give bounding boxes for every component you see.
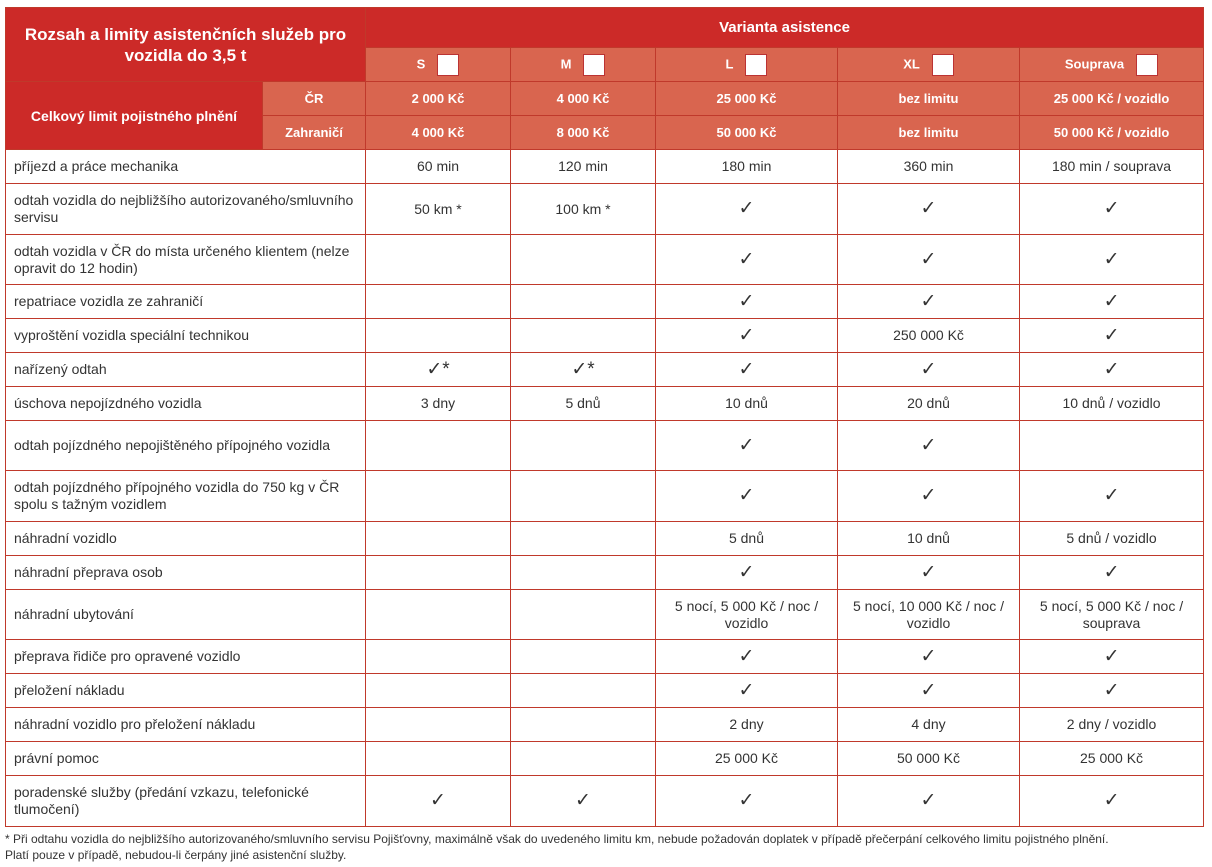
variant-xl (838, 48, 1020, 82)
checkmark-icon: ✓ (1103, 561, 1120, 583)
checkmark-icon: ✓ (1103, 198, 1120, 219)
check-cell (838, 556, 1020, 590)
total-limit-label: Celkový limit pojistného plnění (6, 82, 263, 150)
value-cell (366, 421, 511, 471)
table-row (6, 235, 1204, 285)
value-cell: 5 dnů (656, 522, 838, 556)
value-cell (366, 742, 511, 776)
value-cell: 180 min (656, 150, 838, 184)
value-cell (366, 235, 511, 285)
check-cell (366, 776, 511, 827)
variant-label: Souprava (1064, 55, 1125, 71)
value-cell: 120 min (511, 150, 656, 184)
checkmark-icon: ✓ (738, 434, 755, 456)
value-cell: 10 dnů (838, 522, 1020, 556)
value-cell: 10 dnů (656, 387, 838, 421)
checkmark-icon: ✓ (738, 679, 755, 701)
variant-label: M (560, 55, 572, 71)
check-cell (656, 556, 838, 590)
check-cell (656, 776, 838, 827)
limit-value: 25 000 Kč / vozidlo (1020, 82, 1204, 116)
check-cell (656, 471, 838, 522)
service-label: odtah pojízdného nepojištěného přípojného vozidla (6, 421, 366, 471)
value-cell: 20 dnů (838, 387, 1020, 421)
table-row (6, 640, 1204, 674)
check-cell (1020, 776, 1204, 827)
checkmark-icon: ✓ (738, 290, 755, 312)
variant-souprava (1020, 48, 1204, 82)
limit-value: 2 000 Kč (366, 82, 511, 116)
service-label: úschova nepojízdného vozidla (6, 387, 366, 421)
value-cell: 50 000 Kč (838, 742, 1020, 776)
check-cell (1020, 640, 1204, 674)
variant-checkbox[interactable] (745, 54, 767, 76)
table-row (6, 319, 1204, 353)
table-row (6, 522, 1204, 556)
check-cell (838, 353, 1020, 387)
service-label: náhradní vozidlo pro přeložení nákladu (6, 708, 366, 742)
limit-value: 4 000 Kč (511, 82, 656, 116)
check-cell (656, 353, 838, 387)
check-cell (511, 353, 656, 387)
checkmark-icon: ✓ (575, 790, 591, 811)
value-cell (511, 285, 656, 319)
table-row (6, 556, 1204, 590)
limit-value: bez limitu (838, 116, 1020, 150)
variant-checkbox[interactable] (437, 54, 459, 76)
checkmark-icon: ✓ (1103, 358, 1120, 380)
limit-region-label: Zahraničí (263, 116, 366, 150)
value-cell (511, 674, 656, 708)
checkmark-icon: ✓ (1103, 248, 1120, 270)
variant-checkbox[interactable] (932, 54, 954, 76)
checkmark-icon: ✓ (1103, 679, 1120, 701)
value-cell (511, 640, 656, 674)
service-label: přeložení nákladu (6, 674, 366, 708)
variant-heading: Varianta asistence (366, 8, 1204, 48)
value-cell (511, 742, 656, 776)
variant-label: S (416, 55, 426, 71)
check-cell (656, 285, 838, 319)
check-cell (366, 353, 511, 387)
value-cell: 25 000 Kč (656, 742, 838, 776)
service-label: odtah vozidla v ČR do místa určeného klientem (nelze opravit do 12 hodin) (6, 235, 366, 285)
value-cell: 50 km * (366, 184, 511, 235)
value-cell: 60 min (366, 150, 511, 184)
variant-label: XL (903, 55, 920, 71)
footnote-line: * Při odtahu vozidla do nejbližšího autorizovaného/smluvního servisu Pojišťovny, maximálně však do uvedeného limitu km, nebude požadován doplatek v případě přečerpání celkového limitu pojistného plnění. (5, 832, 1109, 846)
value-cell (366, 556, 511, 590)
table-row (6, 708, 1204, 742)
value-cell: 2 dny (656, 708, 838, 742)
value-cell: 360 min (838, 150, 1020, 184)
check-cell (838, 776, 1020, 827)
checkmark-icon: ✓ (1103, 790, 1120, 811)
value-cell: 4 dny (838, 708, 1020, 742)
table-row (6, 353, 1204, 387)
check-cell (656, 319, 838, 353)
limit-value: 50 000 Kč (656, 116, 838, 150)
checkmark-icon: ✓ (738, 248, 755, 270)
limit-value: 50 000 Kč / vozidlo (1020, 116, 1204, 150)
checkmark-icon: ✓ (738, 790, 755, 811)
value-cell: 100 km * (511, 184, 656, 235)
value-cell: 5 dnů / vozidlo (1020, 522, 1204, 556)
value-cell (366, 522, 511, 556)
assistance-table-container (5, 7, 1203, 827)
check-cell (656, 674, 838, 708)
check-cell (838, 471, 1020, 522)
value-cell (1020, 421, 1204, 471)
check-cell (1020, 319, 1204, 353)
checkmark-icon: ✓ (1103, 645, 1120, 667)
value-cell: 25 000 Kč (1020, 742, 1204, 776)
service-label: nařízený odtah (6, 353, 366, 387)
checkmark-icon: ✓ (738, 358, 755, 380)
value-cell (366, 708, 511, 742)
table-row (6, 184, 1204, 235)
value-cell (366, 640, 511, 674)
variant-checkbox[interactable] (583, 54, 605, 76)
checkmark-icon: ✓* (571, 358, 595, 380)
variant-l (656, 48, 838, 82)
check-cell (1020, 235, 1204, 285)
footnote (5, 831, 1205, 863)
value-cell (366, 285, 511, 319)
table-row (6, 590, 1204, 640)
value-cell (366, 319, 511, 353)
value-cell (366, 471, 511, 522)
value-cell (511, 235, 656, 285)
value-cell (511, 522, 656, 556)
footnote-line: Platí pouze v případě, nebudou-li čerpány jiné asistenční služby. (5, 848, 347, 862)
check-cell (656, 421, 838, 471)
value-cell (511, 590, 656, 640)
value-cell: 5 dnů (511, 387, 656, 421)
check-cell (1020, 353, 1204, 387)
value-cell (511, 556, 656, 590)
check-cell (1020, 674, 1204, 708)
table-row (6, 776, 1204, 827)
checkmark-icon: ✓ (920, 434, 937, 456)
service-label: přeprava řidiče pro opravené vozidlo (6, 640, 366, 674)
table-row (6, 742, 1204, 776)
checkmark-icon: ✓ (920, 790, 937, 811)
value-cell: 5 nocí, 5 000 Kč / noc / souprava (1020, 590, 1204, 640)
service-label: náhradní ubytování (6, 590, 366, 640)
value-cell: 250 000 Kč (838, 319, 1020, 353)
checkmark-icon: ✓ (920, 358, 937, 380)
limit-row-cr (6, 82, 1204, 116)
check-cell (656, 640, 838, 674)
assistance-limits-table (5, 7, 1204, 827)
value-cell (366, 590, 511, 640)
checkmark-icon: ✓ (920, 248, 937, 270)
checkmark-icon: ✓ (1103, 324, 1120, 346)
value-cell: 5 nocí, 10 000 Kč / noc / vozidlo (838, 590, 1020, 640)
checkmark-icon: ✓ (920, 561, 937, 583)
check-cell (1020, 184, 1204, 235)
checkmark-icon: ✓ (920, 290, 937, 312)
checkmark-icon: ✓ (1103, 485, 1120, 506)
value-cell (511, 471, 656, 522)
value-cell (511, 319, 656, 353)
check-cell (656, 235, 838, 285)
service-label: vyproštění vozidla speciální technikou (6, 319, 366, 353)
check-cell (838, 235, 1020, 285)
checkmark-icon: ✓ (1103, 290, 1120, 312)
check-cell (656, 184, 838, 235)
check-cell (838, 285, 1020, 319)
limit-value: 25 000 Kč (656, 82, 838, 116)
value-cell: 180 min / souprava (1020, 150, 1204, 184)
checkmark-icon: ✓ (738, 561, 755, 583)
checkmark-icon: ✓ (430, 790, 446, 811)
table-title: Rozsah a limity asistenčních služeb pro vozidla do 3,5 t (6, 8, 366, 82)
service-label: repatriace vozidla ze zahraničí (6, 285, 366, 319)
checkmark-icon: ✓ (920, 645, 937, 667)
checkmark-icon: ✓ (920, 485, 937, 506)
service-label: náhradní vozidlo (6, 522, 366, 556)
checkmark-icon: ✓ (738, 645, 755, 667)
table-row (6, 387, 1204, 421)
table-row (6, 674, 1204, 708)
check-cell (838, 674, 1020, 708)
limit-value: 4 000 Kč (366, 116, 511, 150)
check-cell (511, 776, 656, 827)
variant-checkbox[interactable] (1136, 54, 1158, 76)
table-row (6, 285, 1204, 319)
service-label: poradenské služby (předání vzkazu, telefonické tlumočení) (6, 776, 366, 827)
table-row (6, 421, 1204, 471)
check-cell (838, 421, 1020, 471)
value-cell: 2 dny / vozidlo (1020, 708, 1204, 742)
service-label: právní pomoc (6, 742, 366, 776)
value-cell (511, 421, 656, 471)
checkmark-icon: ✓ (738, 485, 755, 506)
value-cell: 3 dny (366, 387, 511, 421)
check-cell (1020, 471, 1204, 522)
table-row (6, 150, 1204, 184)
checkmark-icon: ✓ (738, 324, 755, 346)
checkmark-icon: ✓ (738, 198, 755, 219)
checkmark-icon: ✓ (920, 679, 937, 701)
variant-m (511, 48, 656, 82)
checkmark-icon: ✓ (920, 198, 937, 219)
checkmark-icon: ✓* (426, 358, 450, 380)
check-cell (1020, 285, 1204, 319)
check-cell (838, 184, 1020, 235)
value-cell (511, 708, 656, 742)
table-row (6, 471, 1204, 522)
variant-label: L (725, 55, 734, 71)
service-label: příjezd a práce mechanika (6, 150, 366, 184)
service-label: odtah pojízdného přípojného vozidla do 750 kg v ČR spolu s tažným vozidlem (6, 471, 366, 522)
value-cell: 5 nocí, 5 000 Kč / noc / vozidlo (656, 590, 838, 640)
service-label: odtah vozidla do nejbližšího autorizovaného/smluvního servisu (6, 184, 366, 235)
variant-s (366, 48, 511, 82)
limit-region-label: ČR (263, 82, 366, 116)
value-cell: 10 dnů / vozidlo (1020, 387, 1204, 421)
check-cell (838, 640, 1020, 674)
limit-value: bez limitu (838, 82, 1020, 116)
limit-value: 8 000 Kč (511, 116, 656, 150)
value-cell (366, 674, 511, 708)
check-cell (1020, 556, 1204, 590)
service-label: náhradní přeprava osob (6, 556, 366, 590)
